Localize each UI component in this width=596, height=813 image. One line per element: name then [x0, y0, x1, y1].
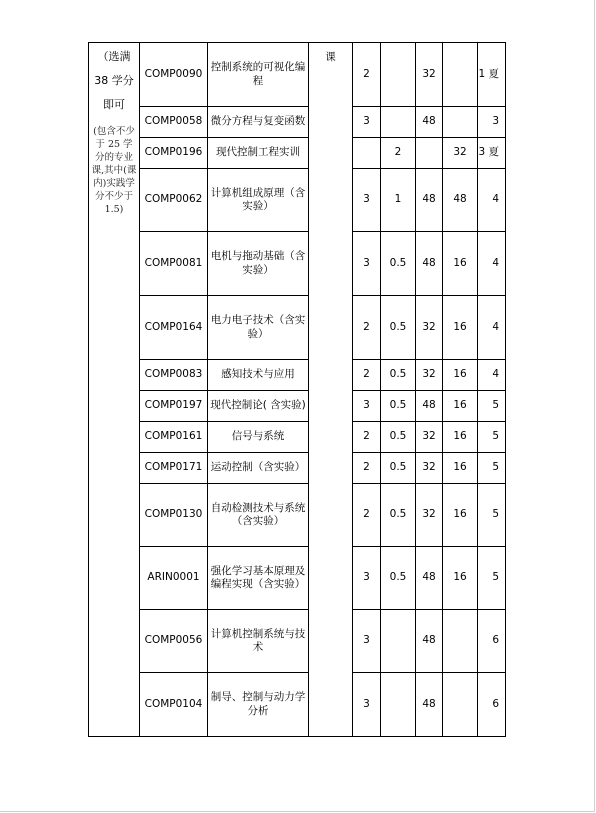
- practice-credits: [381, 673, 416, 737]
- course-name: 电力电子技术（含实验）: [208, 296, 309, 360]
- lab-hours: 48: [443, 169, 478, 232]
- course-code: COMP0081: [140, 232, 208, 296]
- credits: 2: [353, 43, 381, 107]
- credits: 3: [353, 610, 381, 673]
- course-name: 现代控制工程实训: [208, 138, 309, 169]
- semester: 4: [478, 360, 506, 391]
- table-row: [89, 484, 506, 547]
- credits: [353, 138, 381, 169]
- practice-credits: [381, 107, 416, 138]
- course-table: [88, 42, 506, 737]
- lab-hours: [443, 610, 478, 673]
- course-code: COMP0171: [140, 453, 208, 484]
- total-hours: 32: [416, 43, 443, 107]
- course-name: 微分方程与复变函数: [208, 107, 309, 138]
- credits: 3: [353, 169, 381, 232]
- table-row: [89, 547, 506, 610]
- semester: 6: [478, 610, 506, 673]
- credits: 2: [353, 484, 381, 547]
- semester: 5: [478, 422, 506, 453]
- total-hours: 32: [416, 422, 443, 453]
- total-hours: 48: [416, 232, 443, 296]
- course-code: COMP0062: [140, 169, 208, 232]
- table-row: [89, 391, 506, 422]
- lab-hours: 16: [443, 484, 478, 547]
- credits: 3: [353, 391, 381, 422]
- table-row: [89, 296, 506, 360]
- lab-hours: 16: [443, 391, 478, 422]
- total-hours: 32: [416, 484, 443, 547]
- practice-credits: 0.5: [381, 422, 416, 453]
- lab-hours: [443, 673, 478, 737]
- semester: 1 夏: [478, 43, 506, 107]
- practice-credits: [381, 610, 416, 673]
- lab-hours: 16: [443, 547, 478, 610]
- total-hours: 48: [416, 673, 443, 737]
- table-row: [89, 169, 506, 232]
- lab-hours: 16: [443, 360, 478, 391]
- table-row: [89, 453, 506, 484]
- practice-credits: 0.5: [381, 391, 416, 422]
- practice-credits: [381, 43, 416, 107]
- table-row: [89, 610, 506, 673]
- credits: 2: [353, 360, 381, 391]
- semester: 5: [478, 453, 506, 484]
- category-note: (包含不少于 25 学分的专业课,其中(课内)实践学分不少于 1.5): [91, 126, 137, 215]
- course-code: COMP0197: [140, 391, 208, 422]
- table-row: [89, 422, 506, 453]
- semester: 4: [478, 296, 506, 360]
- credits: 2: [353, 453, 381, 484]
- lab-hours: [443, 107, 478, 138]
- total-hours: 32: [416, 296, 443, 360]
- total-hours: 48: [416, 169, 443, 232]
- semester: 5: [478, 484, 506, 547]
- course-name: 计算机组成原理（含实验）: [208, 169, 309, 232]
- lab-hours: 16: [443, 422, 478, 453]
- lab-hours: 16: [443, 232, 478, 296]
- lab-hours: 32: [443, 138, 478, 169]
- course-name: 现代控制论( 含实验): [208, 391, 309, 422]
- credits: 3: [353, 547, 381, 610]
- practice-credits: 0.5: [381, 484, 416, 547]
- course-code: COMP0161: [140, 422, 208, 453]
- course-code: COMP0104: [140, 673, 208, 737]
- lab-hours: [443, 43, 478, 107]
- lab-hours: 16: [443, 453, 478, 484]
- practice-credits: 0.5: [381, 547, 416, 610]
- semester: 6: [478, 673, 506, 737]
- course-name: 信号与系统: [208, 422, 309, 453]
- course-code: COMP0164: [140, 296, 208, 360]
- semester: 3 夏: [478, 138, 506, 169]
- course-code: ARIN0001: [140, 547, 208, 610]
- course-name: 电机与拖动基础（含实验）: [208, 232, 309, 296]
- semester: 4: [478, 169, 506, 232]
- table-row: [89, 673, 506, 737]
- course-name: 制导、控制与动力学分析: [208, 673, 309, 737]
- table-row: [89, 360, 506, 391]
- table-row: [89, 107, 506, 138]
- table-row: [89, 43, 506, 107]
- practice-credits: 2: [381, 138, 416, 169]
- practice-credits: 0.5: [381, 232, 416, 296]
- course-name: 强化学习基本原理及编程实现（含实验）: [208, 547, 309, 610]
- category-title: （选满 38 学分即可: [94, 50, 134, 111]
- total-hours: 48: [416, 547, 443, 610]
- course-code: COMP0056: [140, 610, 208, 673]
- total-hours: 48: [416, 391, 443, 422]
- course-name: 控制系统的可视化编程: [208, 43, 309, 107]
- total-hours: 32: [416, 360, 443, 391]
- credits: 2: [353, 296, 381, 360]
- course-code: COMP0058: [140, 107, 208, 138]
- credits: 2: [353, 422, 381, 453]
- semester: 3: [478, 107, 506, 138]
- total-hours: 48: [416, 107, 443, 138]
- table-row: [89, 232, 506, 296]
- course-name: 感知技术与应用: [208, 360, 309, 391]
- course-code: COMP0083: [140, 360, 208, 391]
- practice-credits: 0.5: [381, 296, 416, 360]
- course-code: COMP0090: [140, 43, 208, 107]
- course-name: 自动检测技术与系统（含实验）: [208, 484, 309, 547]
- credits: 3: [353, 107, 381, 138]
- course-code: COMP0130: [140, 484, 208, 547]
- semester: 5: [478, 391, 506, 422]
- practice-credits: 1: [381, 169, 416, 232]
- category-cell: [89, 43, 140, 737]
- lab-hours: 16: [443, 296, 478, 360]
- course-type-cell: 课: [309, 43, 353, 737]
- credits: 3: [353, 232, 381, 296]
- practice-credits: 0.5: [381, 453, 416, 484]
- semester: 4: [478, 232, 506, 296]
- semester: 5: [478, 547, 506, 610]
- table-body: [89, 43, 506, 737]
- table-row: [89, 138, 506, 169]
- credits: 3: [353, 673, 381, 737]
- course-name: 运动控制（含实验）: [208, 453, 309, 484]
- course-name: 计算机控制系统与技术: [208, 610, 309, 673]
- total-hours: 48: [416, 610, 443, 673]
- course-code: COMP0196: [140, 138, 208, 169]
- total-hours: 32: [416, 453, 443, 484]
- total-hours: [416, 138, 443, 169]
- practice-credits: 0.5: [381, 360, 416, 391]
